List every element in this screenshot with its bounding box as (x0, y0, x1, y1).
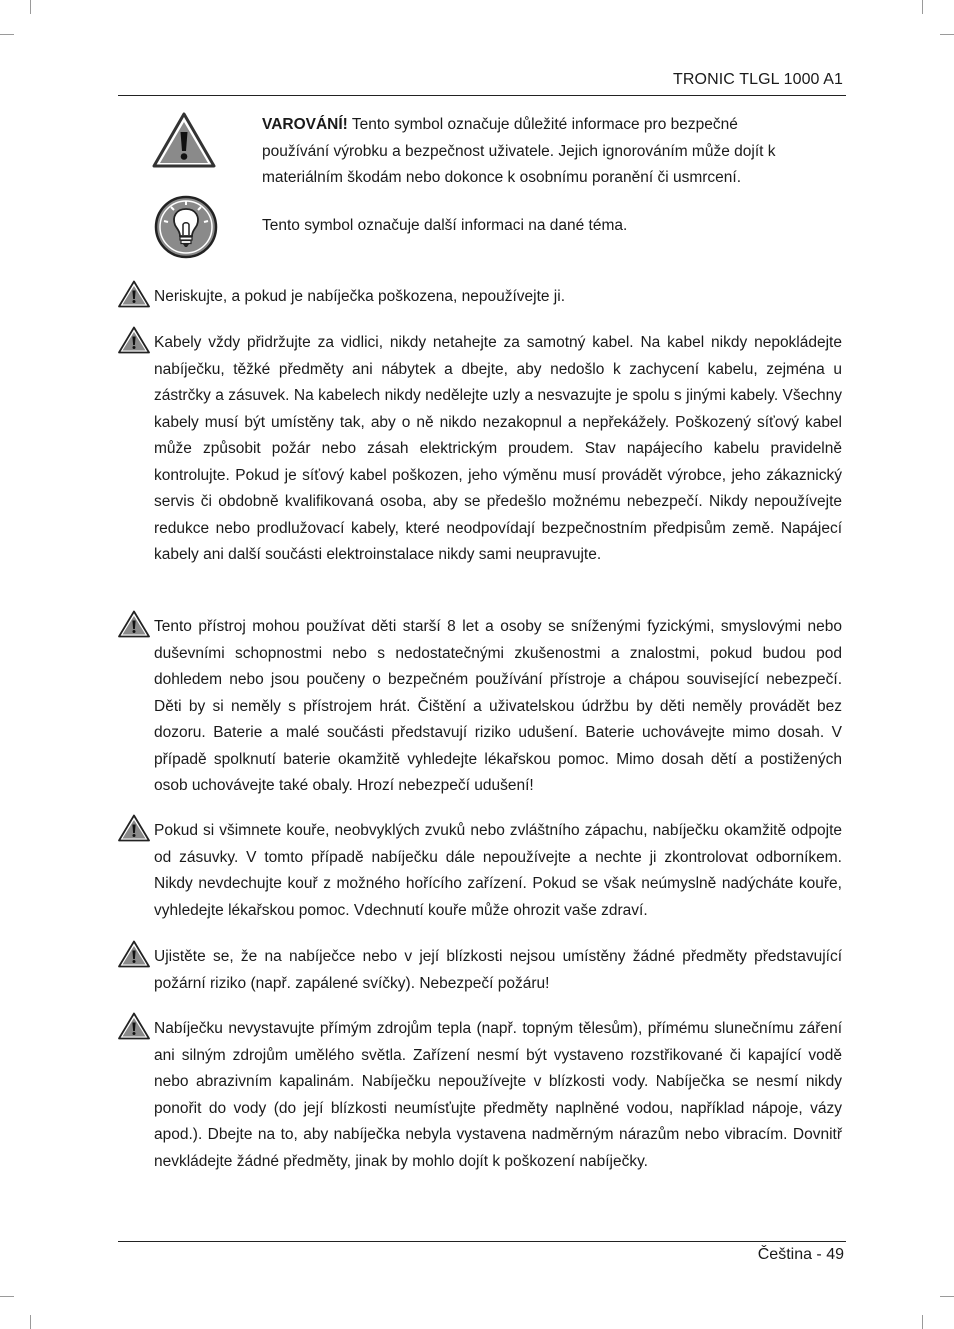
warning-triangle-icon (118, 280, 150, 308)
safety-paragraph (118, 1016, 842, 1175)
paragraph-text: Ujistěte se, že na nabíječce nebo v její blízkosti nejsou umístěny žádné předměty představující požární riziko (např. zapálené svíčky). Nebezpečí požáru! (154, 948, 842, 992)
paragraph-text: Nabíječku nevystavujte přímým zdrojům tepla (např. topným tělesům), přímému slunečnímu záření ani silným zdrojům umělého světla. Zařízení nesmí být vystaveno rozstřikované či kapající vodě nebo abrazivním kapalinám. Nabíječku nepoužívejte v blízkosti vody. Nabíječka se nesmí nikdy ponořit do vody (do její blízkosti neumísťujte předměty naplněné vodou, například nápoje, vázy apod.). Dbejte na to, aby nabíječka nebyla vystavena nadměrným nárazům nebo vibracím. Dovnitř nevkládejte žádné předměty, jinak by mohlo dojít k poškození nabíječky. (154, 1020, 842, 1170)
legend-info-text: Tento symbol označuje další informaci na dané téma. (262, 217, 628, 234)
warning-triangle-icon (118, 1012, 150, 1040)
safety-paragraph (118, 818, 842, 924)
page-header-title: TRONIC TLGL 1000 A1 (673, 71, 843, 88)
footer-rule (118, 1241, 846, 1242)
lightbulb-icon (154, 195, 218, 259)
warning-triangle-icon (118, 610, 150, 638)
safety-paragraph (118, 284, 842, 311)
paragraph-text: Neriskujte, a pokud je nabíječka poškozena, nepoužívejte ji. (154, 288, 565, 305)
crop-mark (940, 34, 954, 35)
crop-mark (0, 34, 14, 35)
crop-mark (922, 1315, 923, 1329)
crop-mark (922, 0, 923, 14)
warning-triangle-icon (118, 326, 150, 354)
warning-label: VAROVÁNÍ! (262, 116, 348, 133)
safety-paragraph (118, 330, 842, 569)
legend-info (152, 195, 842, 259)
warning-triangle-icon (152, 112, 216, 168)
page-footer: Čeština - 49 (757, 1246, 844, 1263)
crop-mark (0, 1296, 14, 1297)
header-rule (118, 95, 846, 96)
safety-paragraph (118, 614, 842, 800)
legend-warning-text (262, 112, 802, 192)
paragraph-text: Kabely vždy přidržujte za vidlici, nikdy netahejte za samotný kabel. Na kabel nikdy nepokládejte nabíječku, těžké předměty ani nábytek a dbejte, aby nedošlo k zachycení kabelu, zejména u zástrčky a zásuvek. Na kabelech nikdy nedělejte uzly a nesvazujte je spolu s jinými kabely. Všechny kabely musí být umístěny tak, aby o ně nikdo nezakopnul a nepřekážely. Poškozený síťový kabel může způsobit požár nebo zásah elektrickým proudem. Stav napájecího kabelu pravidelně kontrolujte. Pokud je síťový kabel poškozen, jeho výměnu musí provádět výrobce, jeho zákaznický servis či obdobně kvalifikovaná osoba, aby se předešlo možnému nebezpečí. Nikdy nepoužívejte redukce nebo prodlužovací kabely, které neodpovídají bezpečnostním předpisům země. Napájecí kabely ani další součásti elektroinstalace nikdy sami neupravujte. (154, 334, 842, 563)
paragraph-text: Tento přístroj mohou používat děti starší 8 let a osoby se sníženými fyzickými, smyslovými nebo duševními schopnostmi nebo s nedostatečnými zkušenostmi a znalostmi, pokud budou pod dohledem nebo jsou poučeny o bezpečném používání přístroje a chápou související nebezpečí. Děti by si neměly s přístrojem hrát. Čištění a uživatelskou údržbu by děti neměly provádět bez dozoru. Baterie a malé součásti představují riziko udušení. Baterie uchovávejte mimo dosah. V případě spolknutí baterie okamžitě vyhledejte lékařskou pomoc. Mimo dosah dětí a postižených osob uchovávejte také obaly. Hrozí nebezpečí udušení! (154, 618, 842, 794)
legend-warning (152, 112, 842, 186)
crop-mark (940, 1296, 954, 1297)
crop-mark (30, 1315, 31, 1329)
crop-mark (30, 0, 31, 14)
warning-triangle-icon (118, 814, 150, 842)
warning-triangle-icon (118, 940, 150, 968)
paragraph-text: Pokud si všimnete kouře, neobvyklých zvuků nebo zvláštního zápachu, nabíječku okamžitě odpojte od zásuvky. V tomto případě nabíječku dále nepoužívejte a nechte ji zkontrolovat odborníkem. Nikdy nevdechujte kouř z možného hořícího zařízení. Pokud se však neúmyslně nadýcháte kouře, vyhledejte lékařskou pomoc. Vdechnutí kouře může ohrozit vaše zdraví. (154, 822, 842, 919)
warning-description: Tento symbol označuje důležité informace pro bezpečné používání výrobku a bezpečnost uživatele. Jejich ignorováním může dojít k materiálním škodám nebo dokonce k osobnímu poranění či usmrcení. (262, 116, 776, 186)
safety-paragraph (118, 944, 842, 997)
